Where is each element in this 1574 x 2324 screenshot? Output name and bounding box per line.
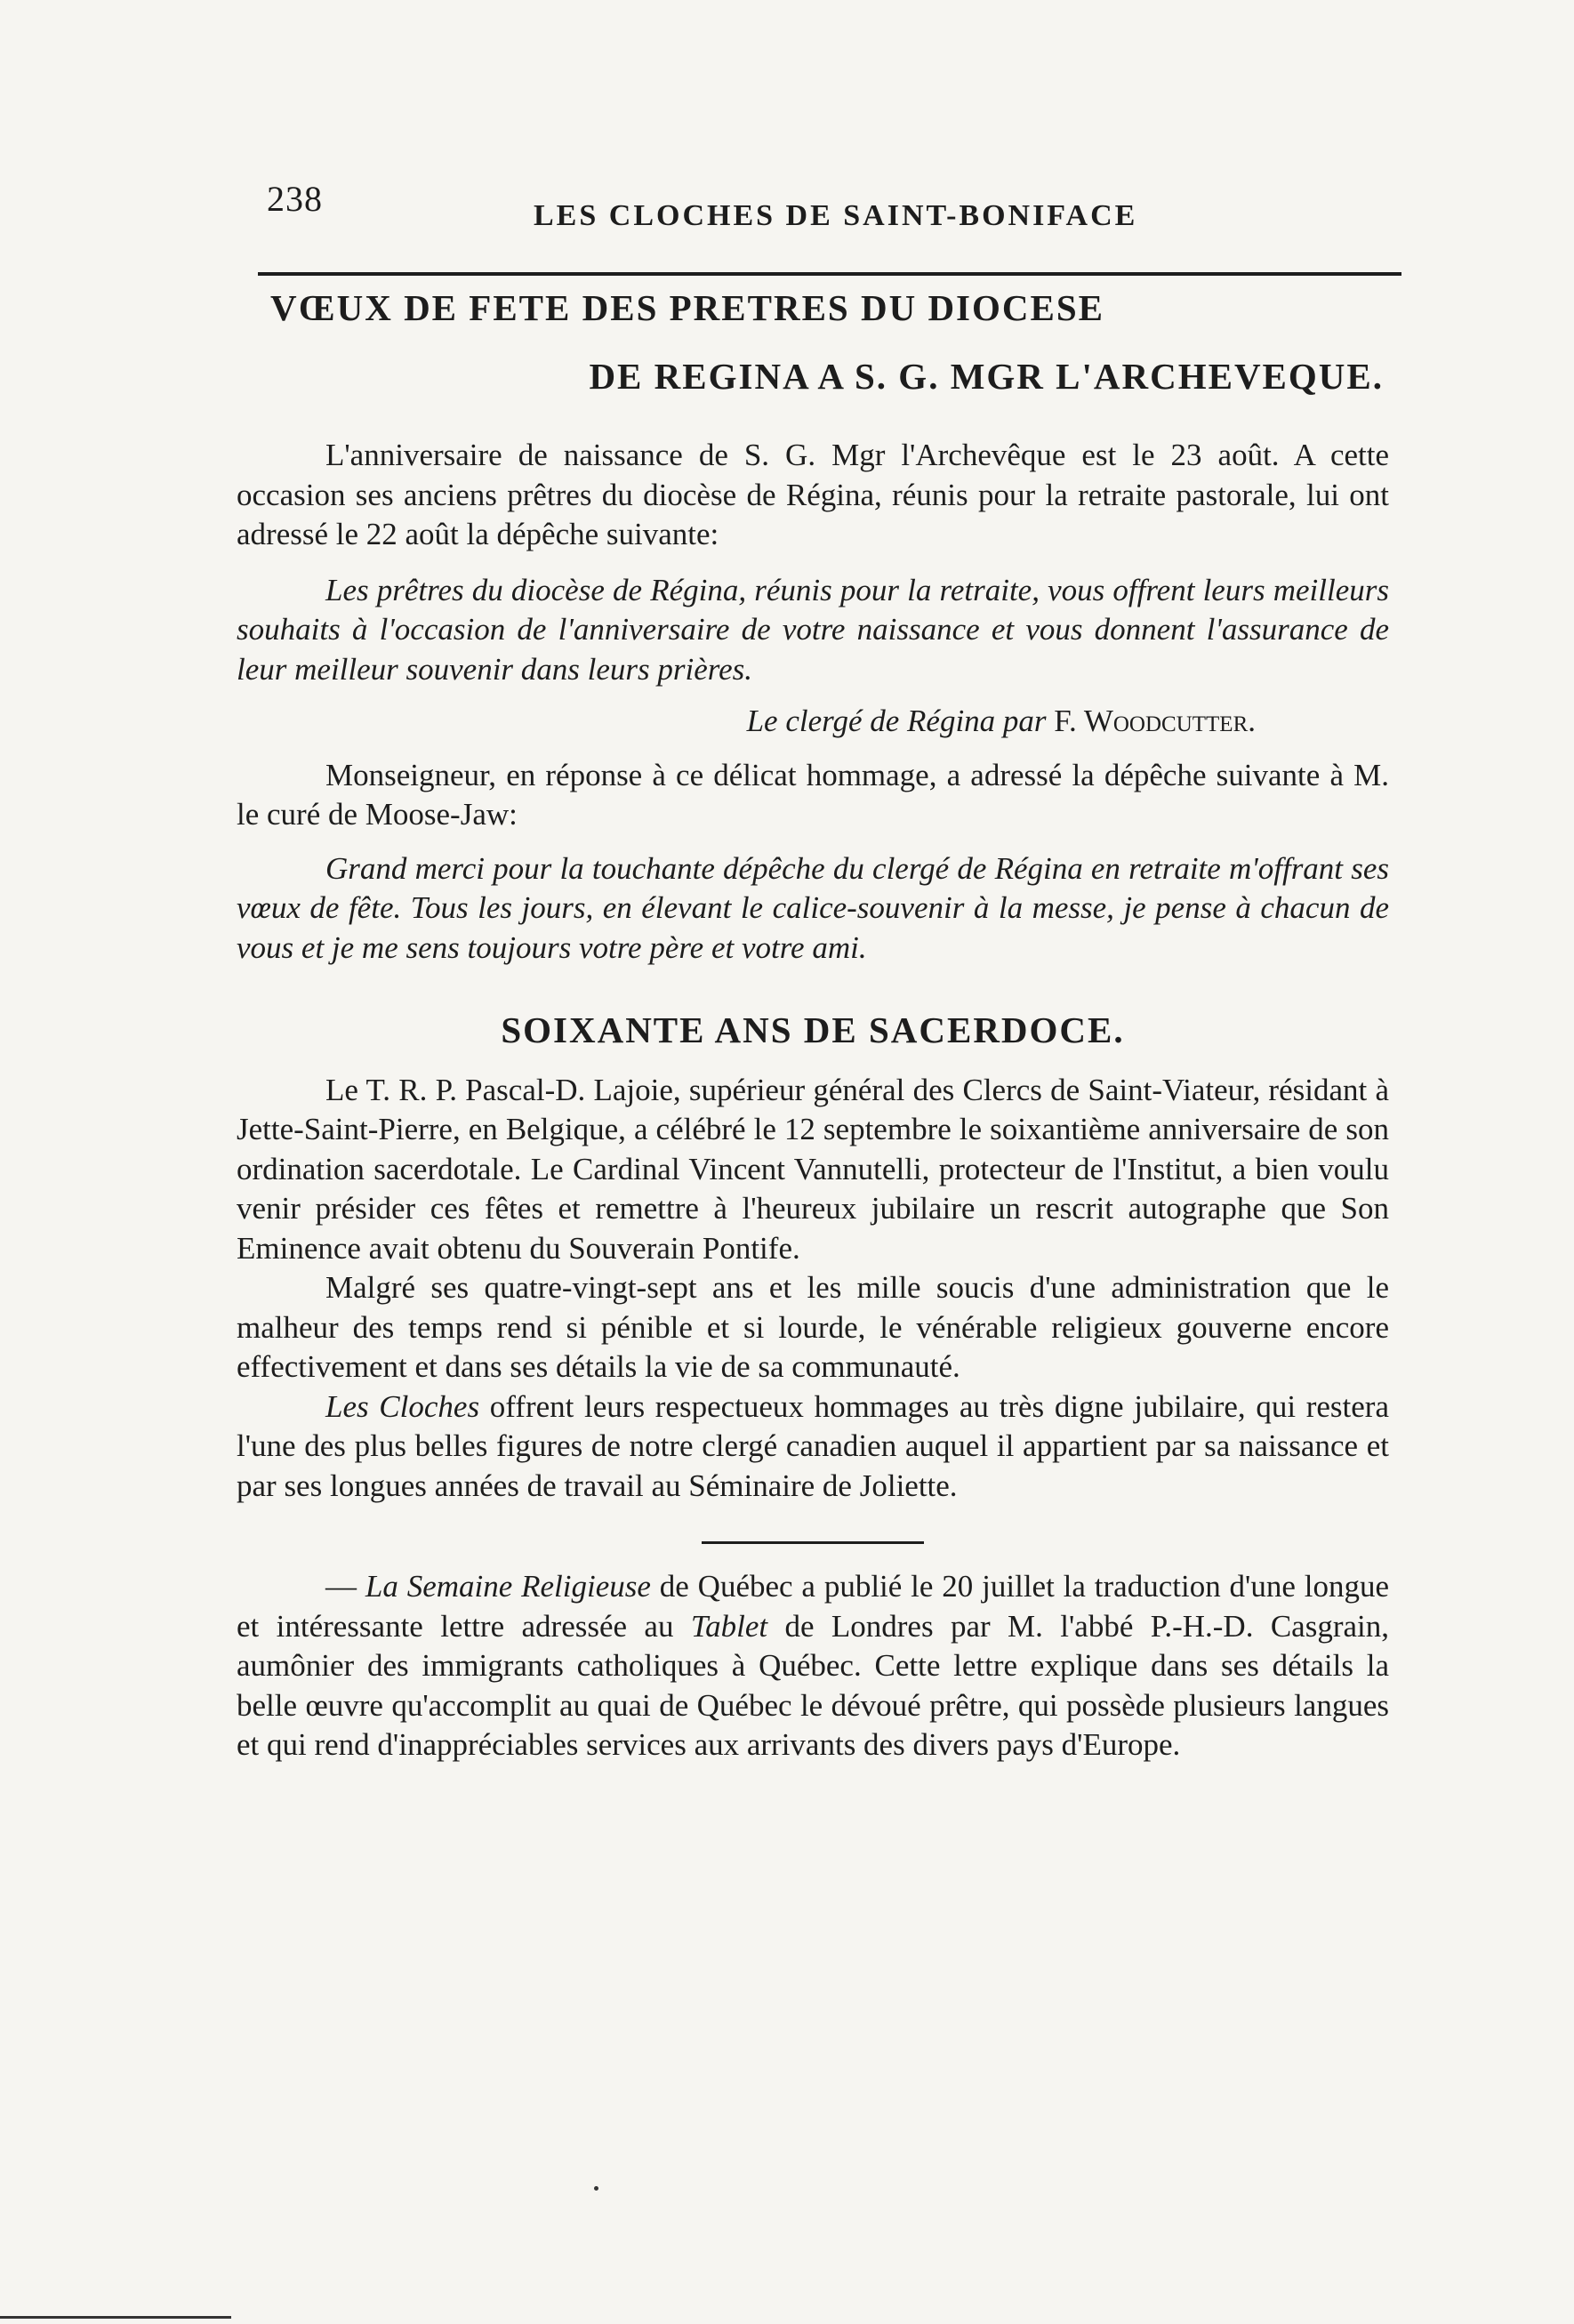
tablet-italic: Tablet: [690, 1608, 768, 1644]
signature-name: F. Woodcutter.: [1054, 704, 1256, 739]
signature-italic: Le clergé de Régina par: [746, 704, 1047, 739]
telegram-text: Les prêtres du diocèse de Régina, réunis pour la retraite, vous offrent leurs meilleurs souhaits à l'occasion de l'anniversaire de votre naissance et vous donnent l'assurance de leur meilleur souvenir dans leurs prières.: [237, 572, 1389, 687]
running-head: [267, 178, 1401, 231]
telegram-signature: [237, 702, 1389, 742]
em-dash: —: [325, 1569, 365, 1604]
section-title-sacerdoce: SOIXANTE ANS DE SACERDOCE.: [501, 1009, 1125, 1051]
journal-title: LES CLOCHES DE SAINT-BONIFACE: [534, 199, 1138, 232]
article-body: [237, 267, 1389, 1765]
semaine-text-b: de Londres par M. l'abbé P.-H.-D. Casgrain, aumônier des immigrants catholiques à Québec. Cette lettre explique dans ses détails la belle œuvre qu'accomplit au quai de Québec le dévoué prêtre, qui possède plusieurs langues et qui rend d'inappréciables services aux arrivants des divers pays d'Europe.: [237, 1608, 1390, 1763]
page-number: 238: [267, 179, 323, 219]
paragraph-lajoie: Le T. R. P. Pascal-D. Lajoie, supérieur général des Clercs de Saint-Viateur, résidant à Jette-Saint-Pierre, en Belgique, a célébré le 12 septembre le soixantième anniversaire de son ordination sacerdotale. Le Cardinal Vincent Vannutelli, protecteur de l'Institut, a bien voulu venir présider ces fêtes et remettre à l'heureux jubilaire un rescrit autographe que Son Eminence avait obtenu du Souverain Pontife.: [237, 1072, 1389, 1266]
reply-telegram-text: Grand merci pour la touchante dépêche du clergé de Régina en retraite m'offrant ses vœux de fête. Tous les jours, en élevant le calice-souvenir à la messe, je pense à chacun de vous et je me sens toujours votre père et votre ami.: [237, 850, 1389, 965]
paragraph-reply: Monseigneur, en réponse à ce délicat hommage, a adressé la dépêche suivante à M. le curé de Moose-Jaw:: [237, 757, 1389, 832]
section-divider: [702, 1541, 924, 1544]
paragraph-cloches-text: offrent leurs respectueux hommages au très digne jubilaire, qui restera l'une des plus belles figures de notre clergé canadien auquel il appartient par sa naissance et par ses longues années de travail au Séminaire de Joliette.: [237, 1388, 1389, 1503]
semaine-religieuse-italic: La Semaine Religieuse: [365, 1569, 651, 1604]
paragraph-malgre: Malgré ses quatre-vingt-sept ans et les mille soucis d'une administration que le malheur des temps rend si pénible et si lourde, le vénérable religieux gouverne encore effectivement et dans ses détails la vie de sa communauté.: [237, 1270, 1389, 1385]
paragraph-cloches: [237, 1387, 1389, 1507]
journal-name-italic: Les Cloches: [325, 1388, 480, 1424]
page-speck: [594, 2186, 598, 2191]
page-edge-line: [0, 2316, 231, 2319]
paragraph-semaine-religieuse: [237, 1567, 1389, 1765]
section-title-voeux-line2: DE REGINA A S. G. MGR L'ARCHEVEQUE.: [589, 356, 1384, 398]
paragraph-intro: L'anniversaire de naissance de S. G. Mgr l'Archevêque est le 23 août. A cette occasion ses anciens prêtres du diocèse de Régina, réunis pour la retraite pastorale, lui ont adressé le 22 août la dépêche suivante:: [237, 438, 1389, 552]
section-title-voeux-line1: VŒUX DE FETE DES PRETRES DU DIOCESE: [270, 287, 1105, 328]
semaine-text-a: de Québec a publié le 20 juillet la traduction d'une longue et intéressante lettre adressée au: [237, 1569, 1390, 1644]
